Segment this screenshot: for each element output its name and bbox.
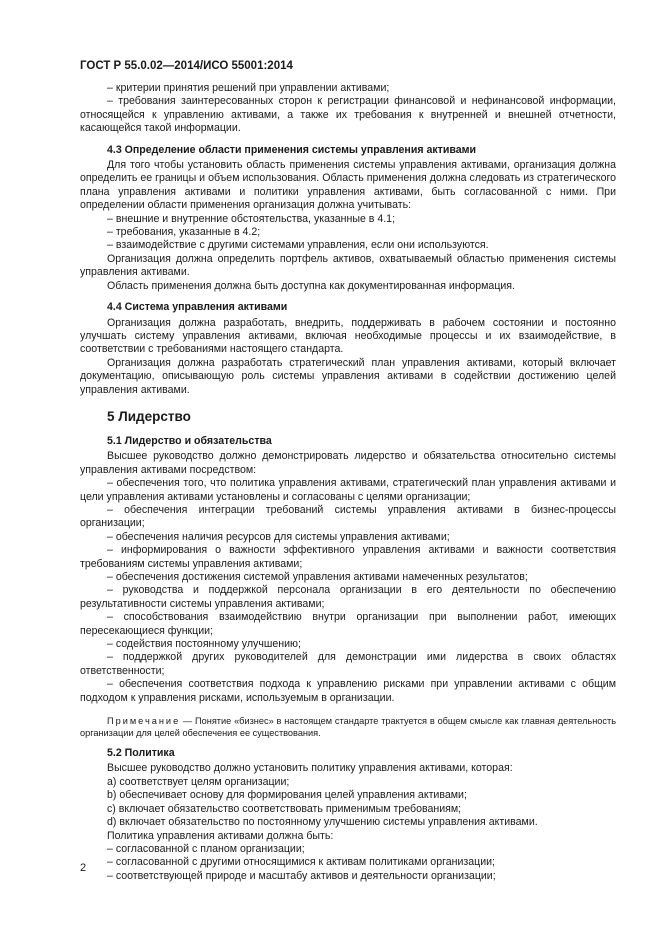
list-item: – руководства и поддержкой персонала организации в его деятельности по обеспечению результативности системы управления активами; <box>80 584 616 610</box>
list-item: – требования заинтересованных сторон к регистрации финансовой и нефинансовой информации, относящейся к управлению активами, а также их требования к внутренней и внешней отчетности, касающейся такой информации. <box>80 95 616 135</box>
paragraph: Высшее руководство должно установить политику управления активами, которая: <box>107 762 513 775</box>
list-item: d) включает обязательство по постоянному улучшению системы управления активами. <box>107 816 538 829</box>
list-item: – обеспечения того, что политика управления активами, стратегический план управления активами и цели управления активами установлены и согласованы с целями организации; <box>80 477 616 503</box>
list-item: – поддержкой других руководителей для демонстрации ими лидерства в своих областях ответственности; <box>80 651 616 677</box>
list-item: – соответствующей природе и масштабу активов и деятельности организации; <box>107 869 496 882</box>
list-item: – обеспечения достижения системой управления активами намеченных результатов; <box>107 571 528 583</box>
list-item: – обеспечения соответствия подхода к управлению рисками при управлении активами с общим подходом к управления рисками, используемым в организации. <box>80 678 616 704</box>
section-4-4-title: 4.4 Система управления активами <box>107 301 288 314</box>
list-item: – содействия постоянному улучшению; <box>107 638 301 651</box>
list-item: – информирования о важности эффективного управления активами и важности соответствия требованиям системы управления активами; <box>80 544 616 570</box>
list-item: – требования, указанные в 4.2; <box>107 226 261 239</box>
list-item: – внешние и внутренние обстоятельства, указанные в 4.1; <box>107 212 396 225</box>
note <box>80 715 616 739</box>
paragraph: Организация должна разработать стратегический план управления активами, который включает документацию, описывающую роль системы управления активами в содействии достижению целей управления активами. <box>80 356 616 396</box>
section-5-2-title: 5.2 Политика <box>107 747 175 760</box>
list-item: – критерии принятия решений при управлении активами; <box>107 82 390 94</box>
list-item: – способствования взаимодействию внутри организации при выполнении работ, имеющих пересекающиеся функции; <box>80 611 616 637</box>
document-header: ГОСТ Р 55.0.02—2014/ИСО 55001:2014 <box>80 60 293 72</box>
section-4-3-title: 4.3 Определение области применения системы управления активами <box>107 143 476 156</box>
list-item: b) обеспечивает основу для формирования целей управления активами; <box>107 789 467 802</box>
paragraph: Организация должна разработать, внедрить, поддерживать в рабочем состоянии и постоянно улучшать систему управления активами, включая необходимые процессы и их взаимодействие, в соответствии с требованиями настоящего стандарта. <box>80 316 616 356</box>
note-text: — Понятие «бизнес» в настоящем стандарте трактуется в общем смысле как главная деятельность организации для целей обеспечения ее существования. <box>80 716 616 739</box>
section-5-1-title: 5.1 Лидерство и обязательства <box>107 434 272 447</box>
paragraph: Организация должна определить портфель активов, охватываемый областью применения системы управления активами. <box>80 252 616 279</box>
list-item: – согласованной с другими относящимися к активам политиками организации; <box>107 856 495 869</box>
list-item: – согласованной с планом организации; <box>107 842 305 855</box>
paragraph: Политика управления активами должна быть: <box>107 829 334 842</box>
list-item: – взаимодействие с другими системами управления, если они используются. <box>107 239 489 252</box>
paragraph: Для того чтобы установить область применения системы управления активами, организация должна определить ее границы и объем использования. Область применения должна следовать из стратегического плана управления активами и политики управления активами, быть согласованной с ними. При определении области применения организация должна учитывать: <box>80 159 616 212</box>
list-item: – обеспечения интеграции требований системы управления активами в бизнес-процессы организации; <box>80 503 616 530</box>
list-item: c) включает обязательство соответствовать применимым требованиям; <box>107 802 462 815</box>
document-page <box>80 60 616 883</box>
list-item: a) соответствует целям организации; <box>107 775 290 788</box>
paragraph: Область применения должна быть доступна как документированная информация. <box>107 279 515 292</box>
note-label: Примечание <box>107 716 181 727</box>
paragraph: Высшее руководство должно демонстрировать лидерство и обязательства относительно системы управления активами посредством: <box>80 450 616 476</box>
page-number: 2 <box>80 862 87 874</box>
section-5-title: 5 Лидерство <box>107 408 191 424</box>
list-item: – обеспечения наличия ресурсов для системы управления активами; <box>107 530 450 543</box>
